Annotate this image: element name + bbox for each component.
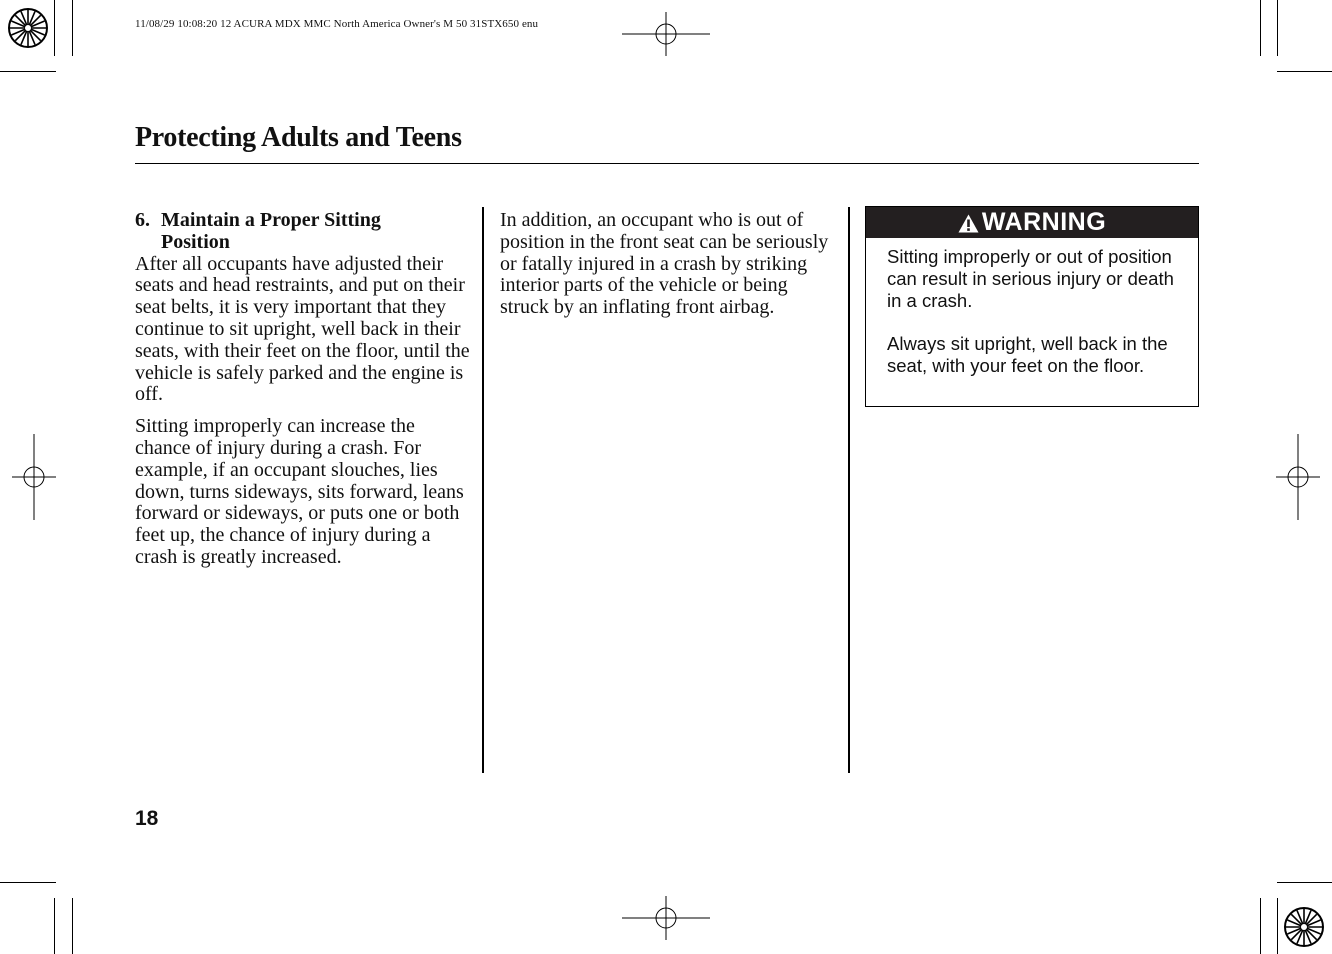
crosshair-mark-icon (622, 896, 710, 940)
warning-text: Sitting improperly or out of position can result in serious injury or death in a crash. (887, 246, 1174, 311)
warning-header (866, 207, 1198, 238)
crosshair-mark-icon (12, 434, 56, 520)
starburst-mark-icon (7, 7, 49, 49)
section-heading-line1: Maintain a Proper Sitting (161, 209, 381, 231)
paragraph: Sitting improperly can increase the chance of injury during a crash. For example, if an occupant slouches, lies down, turns sideways, sits forward, leans forward or sideways, or puts one or both feet up, the chance of injury during a crash is greatly increased. (135, 415, 464, 568)
crop-mark (0, 882, 56, 883)
column-divider (482, 207, 484, 773)
crosshair-mark-icon (622, 12, 710, 56)
paragraph: After all occupants have adjusted their seats and head restraints, and put on their seat belts, it is very important that they continue to sit upright, well back in their seats, with their feet on the floor, until the vehicle is safely parked and the engine is off. (135, 252, 470, 406)
warning-body (887, 246, 1179, 377)
warning-triangle-icon (958, 214, 979, 233)
crosshair-mark-icon (1276, 434, 1320, 520)
warning-title: WARNING (981, 208, 1107, 236)
section-heading (135, 210, 475, 254)
crop-mark (1260, 898, 1261, 954)
crop-mark (54, 898, 55, 954)
section-number: 6. (135, 209, 150, 231)
crop-mark (1277, 0, 1278, 56)
warning-box (865, 206, 1199, 407)
starburst-mark-icon (1283, 906, 1325, 948)
crop-mark (1277, 898, 1278, 954)
column-divider (848, 207, 850, 773)
print-info: 11/08/29 10:08:20 12 ACURA MDX MMC North America Owner's M 50 31STX650 enu (135, 18, 539, 30)
crop-mark (72, 0, 73, 56)
column-1 (135, 210, 475, 569)
crop-mark (72, 898, 73, 954)
crop-mark (54, 0, 55, 56)
crop-mark (1260, 0, 1261, 56)
page-title: Protecting Adults and Teens (135, 122, 462, 153)
section-heading-line2: Position (161, 230, 230, 253)
title-rule (135, 163, 1199, 164)
crop-mark (0, 71, 56, 72)
paragraph: In addition, an occupant who is out of position in the front seat can be seriously or fatally injured in a crash by striking interior parts of the vehicle or being struck by an inflating front airbag. (500, 209, 829, 319)
page-number: 18 (135, 807, 159, 830)
warning-text: Always sit upright, well back in the seat, with your feet on the floor. (887, 333, 1168, 376)
crop-mark (1277, 71, 1332, 72)
crop-mark (1277, 882, 1332, 883)
column-2 (500, 210, 840, 319)
